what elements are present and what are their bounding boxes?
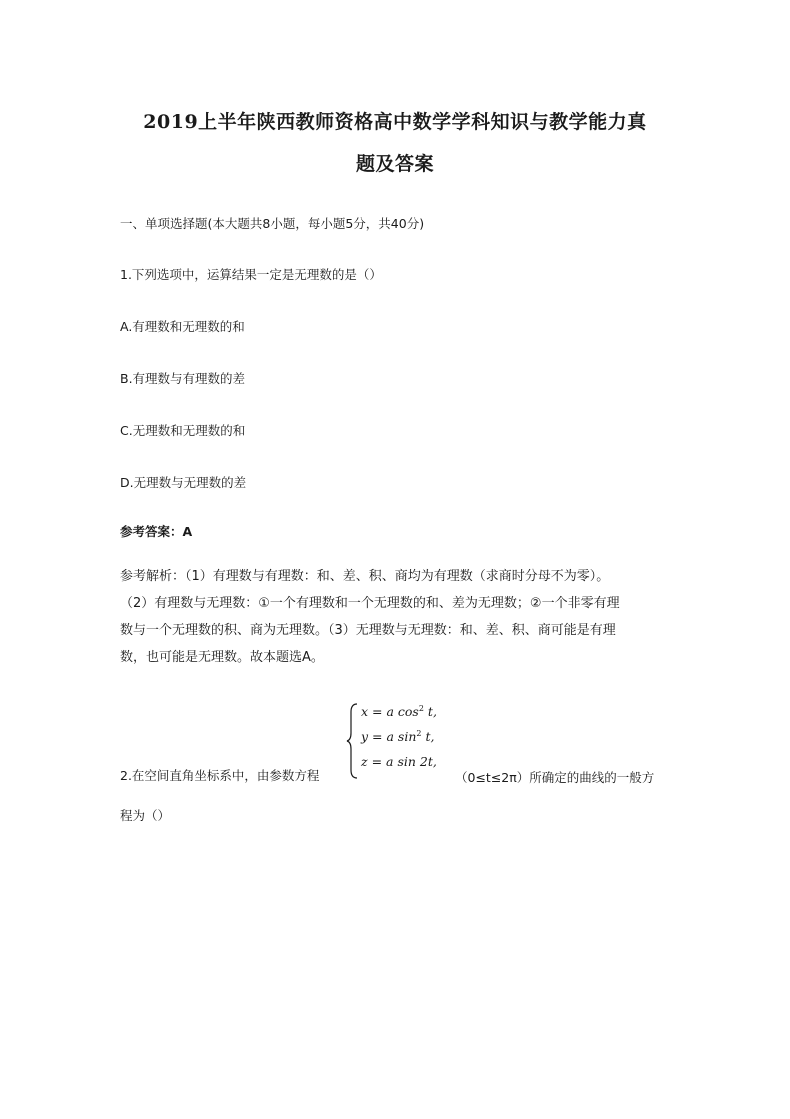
question-2-stem-start: 2.在空间直角坐标系中，由参数方程 <box>120 768 320 783</box>
question-1-option-d: D.无理数与无理数的差 <box>120 475 247 490</box>
equation-x: x = a $\cos^2 t$, <box>361 704 437 720</box>
question-1-answer: 参考答案：A <box>120 524 193 539</box>
question-1-explanation <box>120 563 680 671</box>
explanation-line: 参考解析：（1）有理数与有理数：和、差、积、商均为有理数（求商时分母不为零）。 <box>120 569 610 584</box>
parametric-equation-system <box>345 702 455 780</box>
document-title-line-1: 2019上半年陕西教师资格高中数学学科知识与教学能力真 <box>143 111 647 133</box>
question-1-option-b: B.有理数与有理数的差 <box>120 371 246 386</box>
explanation-line: 数，也可能是无理数。故本题选A。 <box>120 650 324 665</box>
question-1-option-a: A.有理数和无理数的和 <box>120 319 245 334</box>
question-1-stem: 1.下列选项中，运算结果一定是无理数的是（） <box>120 267 382 282</box>
question-2-range: （0≤t≤2π）所确定的曲线的一般方 <box>455 770 655 785</box>
explanation-line: 数与一个无理数的积、商为无理数。（3）无理数与无理数：和、差、积、商可能是有理 <box>120 623 616 638</box>
section-heading: 一、单项选择题(本大题共8小题，每小题5分，共40分) <box>120 216 425 231</box>
equation-z: z = a sin 2t, <box>361 754 437 769</box>
document-title-line-2: 题及答案 <box>355 153 434 175</box>
question-2-stem-end: 程为（） <box>120 808 171 823</box>
explanation-line: （2）有理数与无理数：①一个有理数和一个无理数的和、差为无理数；②一个非零有理 <box>120 596 620 611</box>
left-brace-icon <box>345 702 359 780</box>
equation-y: y = a $\sin^2 t$, <box>361 729 435 745</box>
question-1-option-c: C.无理数和无理数的和 <box>120 423 246 438</box>
